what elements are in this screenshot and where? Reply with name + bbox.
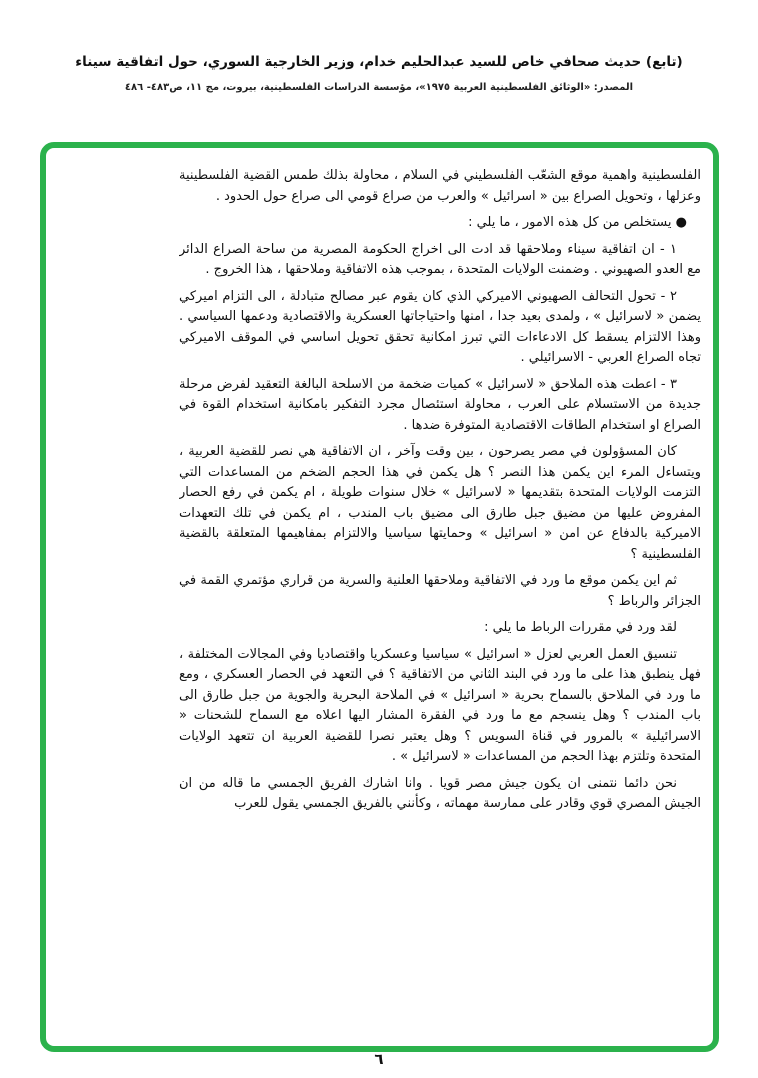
body-paragraph-bullet: ● يستخلص من كل هذه الامور ، ما يلي : bbox=[468, 215, 687, 230]
page-number: ٦ bbox=[374, 1050, 384, 1068]
body-paragraph: نحن دائما نتمنى ان يكون جيش مصر قويا . وانا اشارك الفريق الجمسي ما قاله من ان الجيش المصري قوي وقادر على ممارسة مهماته ، وكأنني بالفريق الجمسي يقول للعرب bbox=[179, 775, 701, 811]
body-paragraph-numbered-1: ١ - ان اتفاقية سيناء وملاحقها قد ادت الى اخراج الحكومة المصرية من ساحة الصراع الدائر مع العدو الصهيوني . وضمنت الولايات المتحدة ، بموجب هذه الاتفاقية وملاحقها ، هذا الخروج . bbox=[179, 241, 701, 277]
body-paragraph: لقد ورد في مقررات الرباط ما يلي : bbox=[484, 620, 677, 635]
body-paragraph: كان المسؤولون في مصر يصرحون ، بين وقت وآخر ، ان الاتفاقية هي نصر للقضية العربية ، ويتساءل المرء اين يكمن هذا النصر ؟ هل يكمن في هذا الحجم الضخم من المساعدات التي التزمت الولايات المتحدة بتقديمها « لاسرائيل » خلال سنوات طويلة ، ام يكمن في رفع الحصار المفروض عليها من مضيق جبل طارق الى مضيق باب المندب ، ام يكمن في تلك التعهدات الاميركية بالدفاع عن امن « اسرائيل » وحمايتها سياسيا والالتزام بمفاهيمها المتعلقة بالقضية الفلسطينية ؟ bbox=[179, 444, 701, 562]
body-paragraph: ثم اين يكمن موقع ما ورد في الاتفاقية وملاحقها العلنية والسرية من قراري مؤتمري القمة في الجزائر والرباط ؟ bbox=[179, 573, 701, 609]
document-header bbox=[0, 54, 758, 93]
body-paragraph-numbered-3: ٣ - اعطت هذه الملاحق « لاسرائيل » كميات ضخمة من الاسلحة البالغة التعقيد لفرض مرحلة جديدة من الاستسلام على العرب ، محاولة استئصال مجرد التفكير بامكانية استخدام القوة في الصراع او استخدام الطاقات الاقتصادية المتوفرة ضدها . bbox=[179, 376, 701, 433]
body-paragraph: الفلسطينية واهمية موقع الشعّب الفلسطيني في السلام ، محاولة بذلك طمس القضية الفلسطينية وعزلها ، وتحويل الصراع بين « اسرائيل » والعرب من صراع قومي الى صراع حول الحدود . bbox=[179, 168, 701, 204]
source-line: المصدر: «الوثائق الفلسطينية العربية ١٩٧٥»، مؤسسة الدراسات الفلسطينية، بيروت، مج ١١، ص٤٨٣- ٤٨٦ bbox=[124, 82, 634, 93]
green-frame bbox=[40, 142, 719, 1052]
body-text-column bbox=[179, 166, 701, 1024]
document-title: (تابع) حديث صحافي خاص للسيد عبدالحليم خدام، وزير الخارجية السوري، حول اتفاقية سيناء bbox=[75, 54, 683, 70]
body-paragraph: تنسيق العمل العربي لعزل « اسرائيل » سياسيا وعسكريا واقتصاديا وفي المجالات المختلفة ، فهل ينطبق هذا على ما ورد في البند الثاني من الاتفاقية ؟ في التعهد في الحصار العسكري ، ومع ما ورد في الملاحق بالسماح بحرية « اسرائيل » في الملاحة البحرية والجوية من جبل طارق الى باب المندب ؟ وهل ينسجم مع ما ورد في الفقرة المشار اليها اعلاه مع السماح للشحنات « الاسرائيلية » بالمرور في قناة السويس ؟ وهل يعتبر نصرا للقضية العربية ان تتعهد الولايات المتحدة وتلتزم بهذا الحجم من المساعدات « لاسرائيل » . bbox=[179, 646, 701, 764]
body-paragraph-numbered-2: ٢ - تحول التحالف الصهيوني الاميركي الذي كان يقوم عبر مصالح متبادلة ، الى التزام اميركي يضمن « لاسرائيل » ، ولمدى بعيد جدا ، امنها واحتياجاتها العسكرية والاقتصادية ودعمها السياسي . وهذا الالتزام يسقط كل الادعاءات التي تبرز امكانية تحقق تحويل اساسي في الموقف الاميركي تجاه الصراع العربي - الاسرائيلي . bbox=[179, 288, 701, 365]
